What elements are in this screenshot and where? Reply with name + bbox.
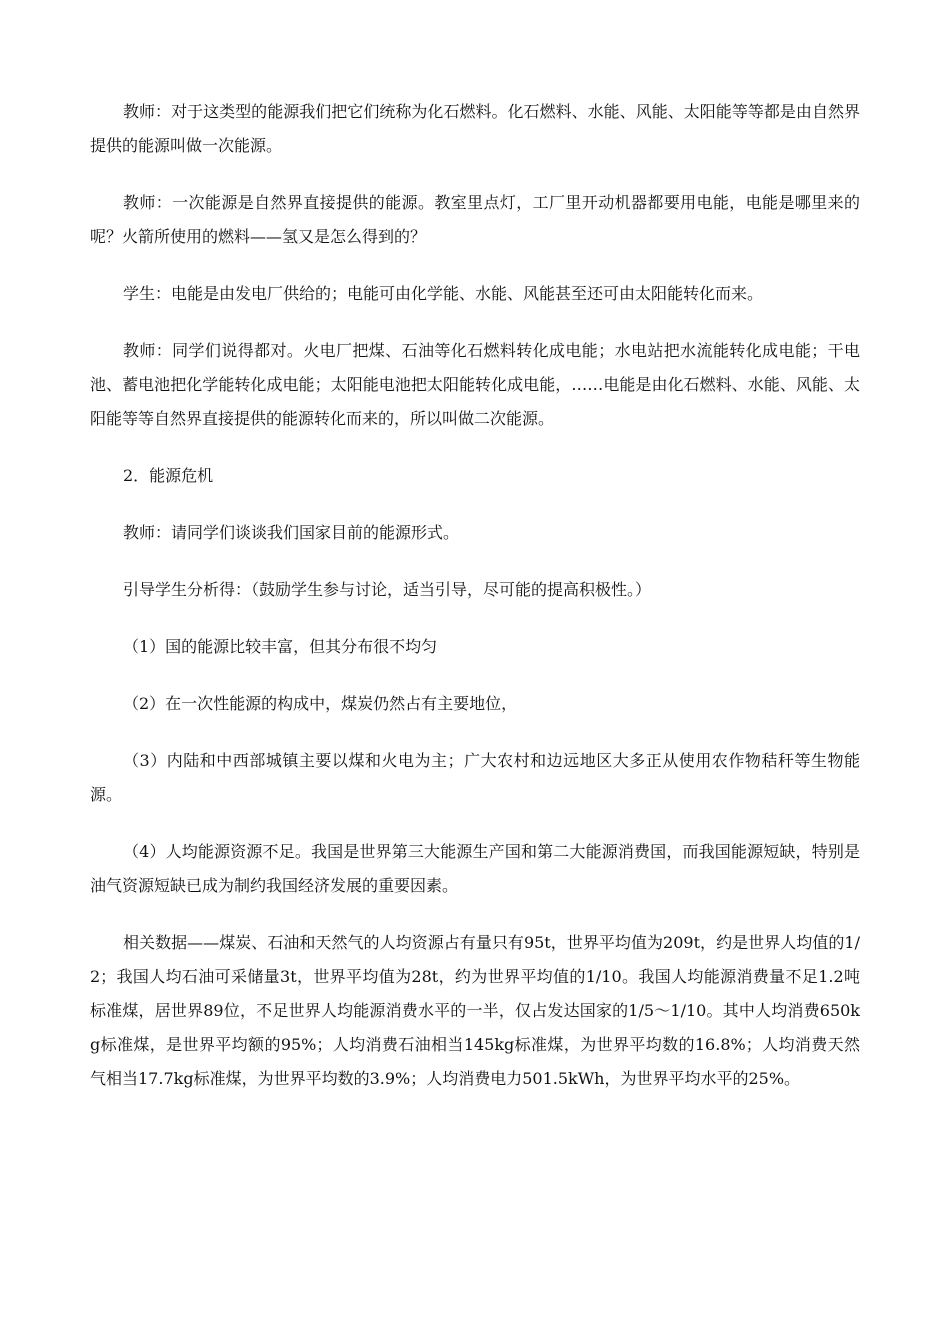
paragraph-gap <box>90 254 860 277</box>
paragraph-gap <box>90 664 860 687</box>
list-item-2: （2）在一次性能源的构成中，煤炭仍然占有主要地位， <box>123 694 518 713</box>
paragraph-gap <box>90 903 860 926</box>
paragraph-gap <box>90 812 860 835</box>
paragraph-gap <box>90 607 860 630</box>
paragraph-gap <box>90 163 860 186</box>
paragraph-gap <box>90 550 860 573</box>
section-heading-energy-crisis: 2．能源危机 <box>123 466 214 485</box>
paragraph-gap <box>90 493 860 516</box>
paragraph-teacher-question: 教师：请同学们谈谈我们国家目前的能源形式。 <box>123 523 460 542</box>
paragraph-guide-analysis: 引导学生分析得：（鼓励学生参与讨论，适当引导，尽可能的提高积极性。） <box>123 580 652 599</box>
paragraph-teacher-fossil-fuel: 教师：对于这类型的能源我们把它们统称为化石燃料。化石燃料、水能、风能、太阳能等等都是由自然界提供的能源叫做一次能源。 <box>90 102 860 155</box>
paragraph-teacher-secondary-energy: 教师：同学们说得都对。火电厂把煤、石油等化石燃料转化成电能；水电站把水流能转化成电能；干电池、蓄电池把化学能转化成电能；太阳能电池把太阳能转化成电能，……电能是由化石燃料、水能、风能、太阳能等等自然界直接提供的能源转化而来的，所以叫做二次能源。 <box>90 341 860 428</box>
paragraph-teacher-electric-source: 教师：一次能源是自然界直接提供的能源。教室里点灯，工厂里开动机器都要用电能，电能是哪里来的呢？火箭所使用的燃料——氢又是怎么得到的？ <box>90 193 860 246</box>
document-body <box>90 95 860 1096</box>
list-item-1: （1）国的能源比较丰富，但其分布很不均匀 <box>123 637 438 656</box>
list-item-4: （4）人均能源资源不足。我国是世界第三大能源生产国和第二大能源消费国，而我国能源短缺，特别是油气资源短缺已成为制约我国经济发展的重要因素。 <box>90 842 860 895</box>
list-item-3: （3）内陆和中西部城镇主要以煤和火电为主；广大农村和边远地区大多正从使用农作物秸秆等生物能源。 <box>90 751 860 804</box>
paragraph-related-data: 相关数据——煤炭、石油和天然气的人均资源占有量只有95t，世界平均值为209t，约是世界人均值的1/2；我国人均石油可采储量3t，世界平均值为28t，约为世界平均值的1/10。我国人均能源消费量不足1.2吨标准煤，居世界89位，不足世界人均能源消费水平的一半，仅占发达国家的1/5～1/10。其中人均消费650kg标准煤，是世界平均额的95%；人均消费石油相当145kg标准煤，为世界平均数的16.8%；人均消费天然气相当17.7kg标准煤，为世界平均数的3.9%；人均消费电力501.5kWh，为世界平均水平的25%。 <box>90 933 860 1088</box>
paragraph-gap <box>90 436 860 459</box>
paragraph-gap <box>90 311 860 334</box>
paragraph-student-answer: 学生：电能是由发电厂供给的；电能可由化学能、水能、风能甚至还可由太阳能转化而来。 <box>123 284 764 303</box>
paragraph-gap <box>90 721 860 744</box>
